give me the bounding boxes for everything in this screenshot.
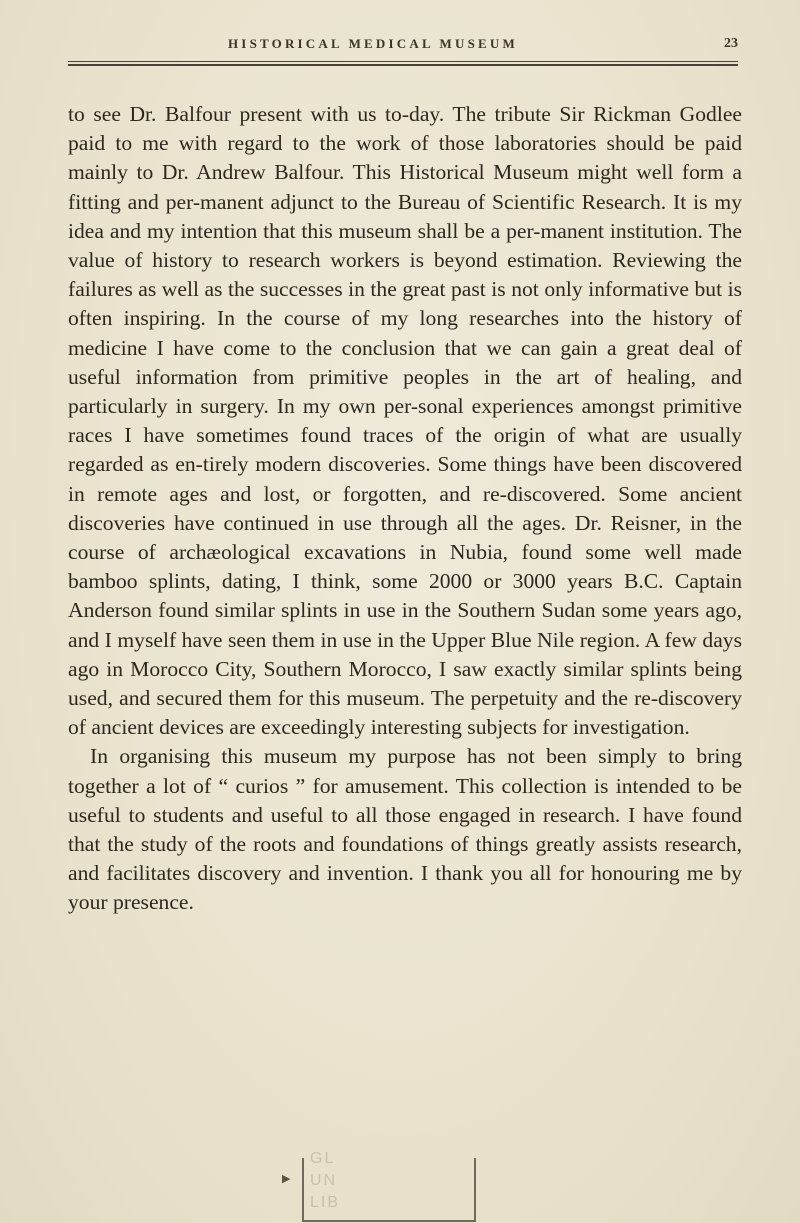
stamp-arrow-icon: ▶: [282, 1172, 291, 1185]
running-title: HISTORICAL MEDICAL MUSEUM: [228, 36, 518, 51]
stamp-line-3: LIB: [310, 1194, 341, 1211]
running-head: [68, 36, 738, 58]
paragraph-1: to see Dr. Balfour present with us to-day. The tribute Sir Rickman Godlee paid to me with regard to the work of those laboratories should be paid mainly to Dr. Andrew Balfour. This Historical Museum might well form a fitting and per-manent adjunct to the Bureau of Scientific Research. It is my idea and my intention that this museum shall be a per-manent institution. The value of history to research workers is beyond estimation. Reviewing the failures as well as the successes in the great past is not only informative but is often inspiring. In the course of my long researches into the history of medicine I have come to the conclusion that we can gain a great deal of useful information from primitive peoples in the art of healing, and particularly in surgery. In my own per-sonal experiences amongst primitive races I have sometimes found traces of the origin of what are usually regarded as en-tirely modern discoveries. Some things have been discovered in remote ages and lost, or forgotten, and re-discovered. Some ancient discoveries have continued in use through all the ages. Dr. Reisner, in the course of archæological excavations in Nubia, found some well made bamboo splints, dating, I think, some 2000 or 3000 years B.C. Captain Anderson found similar splints in use in the Southern Sudan some years ago, and I myself have seen them in use in the Upper Blue Nile region. A few days ago in Morocco City, Southern Morocco, I saw exactly similar splints being used, and secured them for this museum. The perpetuity and the re-discovery of ancient devices are exceedingly interesting subjects for investigation.: [68, 102, 742, 740]
paragraph-2: In organising this museum my purpose has not been simply to bring together a lot of “ curios ” for amusement. This collection is intended to be useful to students and useful to all those engaged in research. I have found that the study of the roots and foundations of things greatly assists research, and facilitates discovery and invention. I thank you all for honouring me by your presence.: [68, 744, 742, 915]
page-number: 23: [724, 36, 738, 51]
stamp-line-1: GL: [310, 1150, 336, 1167]
header-rule-top: [68, 61, 738, 62]
stamp-box: [302, 1158, 476, 1222]
header-rule-bottom: [68, 64, 738, 66]
body-text: [68, 100, 742, 918]
library-stamp: [280, 1150, 500, 1220]
stamp-line-2: UN: [310, 1172, 338, 1189]
